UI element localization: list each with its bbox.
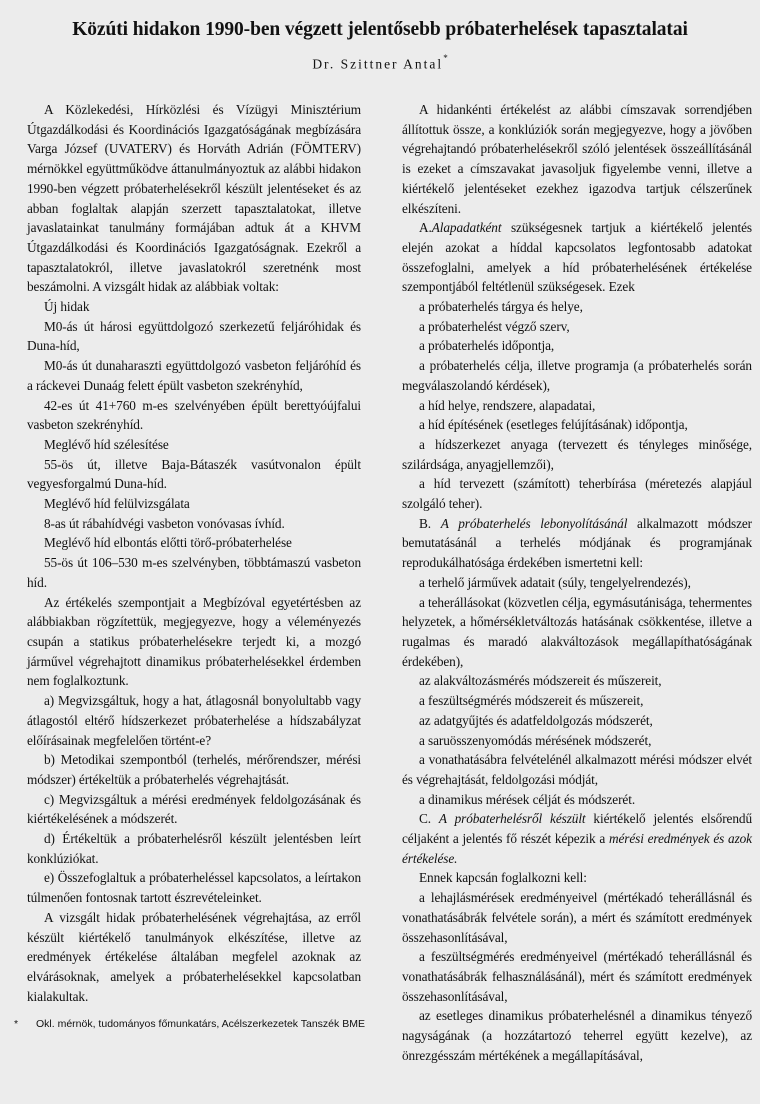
- section-b-prefix: B.: [419, 515, 441, 531]
- list-item: a próbaterhelés tárgya és helye,: [419, 299, 583, 315]
- conclusion-paragraph: A vizsgált hidak próbaterhelésének végrehajtása, az erről készült kiértékelő tanulmányok elkészítése, illetve az eredmények értékelése általában megfelel azoknak az elvárásoknak, amelyek a próbaterhelésekkel kapcsolatban kialakultak.: [27, 909, 361, 1004]
- bridge-item: 55-ös út 106–530 m-es szelvényben, többtámaszú vasbeton híd.: [27, 555, 361, 590]
- criterion-d: d) Értékeltük a próbaterhelésről készült jelentésben leírt konklúziókat.: [27, 831, 361, 866]
- criterion-e: e) Összefoglaltuk a próbaterheléssel kapcsolatos, a leírtakon túlmenően fontosnak tartott észrevételeinket.: [27, 870, 361, 906]
- list-item: a feszültségmérés eredményeivel (mértékadó teherállásnál és vonathatásábrák felhasználásánál), mért és számított eredmények összehasonlításával,: [402, 949, 752, 1004]
- footnote-text: Okl. mérnök, tudományos főmunkatárs, Acélszerkezetek Tanszék BME: [36, 1018, 365, 1030]
- section-b-paragraph: [402, 514, 752, 573]
- criterion-b: b) Metodikai szempontból (terhelés, mérőrendszer, mérési módszer) értékeltük a próbaterhelés végrehajtását.: [27, 752, 361, 787]
- list-item: a terhelő járművek adatait (súly, tengelyelrendezés),: [419, 574, 691, 590]
- section-a-prefix: A.: [419, 220, 432, 236]
- bridge-item: 55-ös út, illetve Baja-Bátaszék vasútvonalon épült vegyesforgalmú Duna-híd.: [27, 456, 361, 492]
- page-title: Közúti hidakon 1990-ben végzett jelentősebb próbaterhelések tapasztalatai: [72, 19, 688, 40]
- list-item: a híd helye, rendszere, alapadatai,: [419, 397, 596, 413]
- list-item: a próbaterhelés időpontja,: [419, 338, 555, 354]
- list-item: az esetleges dinamikus próbaterhelésnél a dinamikus tényező nagyságának (a hozzátartozó teherrel együtt kezelve), az önrezgésszám mértékének a megállapításával,: [402, 1008, 752, 1063]
- section-b-heading: A próbaterhelés lebonyolításánál: [440, 515, 628, 531]
- section-a-text: szükségesnek tartjuk a kiértékelő jelentés elején azokat a híddal kapcsolatos legfontosabb adatokat összefoglalni, amelyek a híd próbaterhelésének értékelése szempontjából feltétlenül szükségesek. Ezek: [402, 220, 752, 295]
- list-item: az adatgyűjtés és adatfeldolgozás módszerét,: [419, 712, 653, 728]
- list-item: a saruösszenyomódás mérésének módszerét,: [419, 732, 652, 748]
- section-c-paragraph: [402, 809, 752, 868]
- list-item: a próbaterhelést végző szerv,: [419, 318, 570, 334]
- section-c-emphasis: mérési eredmények és azok értékelése.: [402, 831, 752, 866]
- bridge-item: 8-as út rábahídvégi vasbeton vonóvasas ívhíd.: [44, 515, 285, 531]
- criterion-a: a) Megvizsgáltuk, hogy a hat, átlagosnál bonyolultabb vagy átlagostól eltérő hídszerkezet próbaterhelése a hídszabályzat előírásainak megfelelően történt-e?: [27, 693, 361, 748]
- section-a-paragraph: [402, 218, 752, 297]
- section-a-heading: Alapadatként: [431, 220, 502, 236]
- evaluation-paragraph: Az értékelés szempontjait a Megbízóval egyetértésben az alábbiakban rögzítettük, megjegyezve, hogy a véleményezés csupán a statikus próbaterhelésekre terjedt ki, a mozgó járművel végrehajtott dinamikus próbaterhelésekkel érdemben nem foglalkoztunk.: [27, 594, 361, 689]
- category-demolition: Meglévő híd elbontás előtti törő-próbaterhelése: [44, 535, 292, 551]
- section-c-heading: A próbaterhelésről készült: [438, 811, 586, 827]
- footnote: [14, 1017, 714, 1031]
- author-name: Dr. Szittner Antal: [312, 56, 444, 72]
- list-item: a dinamikus mérések célját és módszerét.: [419, 791, 636, 807]
- category-new-bridges: Új hidak: [44, 299, 90, 315]
- list-item: az alakváltozásmérés módszereit és műszereit,: [419, 673, 662, 689]
- list-item: a feszültségmérés módszereit és műszereit,: [419, 693, 644, 709]
- footnote-mark: *: [14, 1018, 19, 1030]
- right-column: [402, 100, 752, 1065]
- list-item: a híd tervezett (számított) teherbírása (méretezés alapjául szolgáló teher).: [402, 476, 752, 512]
- section-b-text: alkalmazott módszer bemutatásánál a terhelés módjának és programjának reprodukálhatósága érdekében ismertetni kell:: [402, 515, 753, 571]
- section-c-text: kiértékelő jelentés elsőrendű céljaként a jelentés fő részét képezik a: [402, 811, 753, 847]
- criterion-c: c) Megvizsgáltuk a mérési eredmények feldolgozásának és kiértékelésének a módszerét.: [27, 791, 361, 827]
- list-item: a lehajlásmérések eredményeivel (mértékadó teherállásnál és vonathatásábrák felvétele során), a mért és számított eredmények összehasonlításával,: [402, 890, 752, 945]
- order-paragraph: A hidankénti értékelést az alábbi címszavak sorrendjében állítottuk össze, a konklúziók során megjegyezve, hogy a jövőben végrehajtandó próbaterhelésekről szóló jelentések összeállításánál is ezeket a címszavakat javasoljuk figyelembe venni, illetve a kiértékelő jelentéseket ezekhez igazodva tartjuk célszerűnek elkészíteni.: [402, 102, 752, 216]
- category-review: Meglévő híd felülvizsgálata: [44, 496, 190, 512]
- list-item: a hídszerkezet anyaga (tervezett és tényleges minősége, szilárdsága, anyagjellemzői),: [402, 436, 752, 472]
- bridge-item: 42-es út 41+760 m-es szelvényében épült berettyóújfalui vasbeton szekrényhíd.: [27, 397, 361, 433]
- left-column: [27, 100, 361, 1006]
- bridge-item: M0-ás út hárosi együttdolgozó szerkezetű feljáróhidak és Duna-híd,: [27, 318, 361, 354]
- list-item: a híd építésének (esetleges felújításának) időpontja,: [419, 417, 688, 433]
- list-item: a próbaterhelés célja, illetve programja (a próbaterhelés során megválaszolandó kérdések),: [402, 358, 752, 393]
- section-c-prefix: C.: [419, 811, 439, 827]
- list-item: a teherállásokat (közvetlen célja, egymásutánisága, tehermentes helyzetek, a hőmérsékletváltozás hatásának csökkentése, illetve a rugalmas és maradó alakváltozások megállapíthatóságának érdekében),: [402, 594, 752, 669]
- section-c-need: Ennek kapcsán foglalkozni kell:: [419, 870, 587, 886]
- author-footnote-mark: *: [443, 53, 448, 63]
- bridge-item: M0-ás út dunaharaszti együttdolgozó vasbeton feljáróhíd és a ráckevei Dunaág felett épült vasbeton szekrényhíd,: [27, 358, 361, 393]
- list-item: a vonathatásábra felvételénél alkalmazott mérési módszer elvét és végrehajtását, feldolgozási módját,: [402, 752, 752, 787]
- author-line: [0, 51, 760, 74]
- intro-paragraph: A Közlekedési, Hírközlési és Vízügyi Minisztérium Útgazdálkodási és Koordinációs Igazgatóságának megbízására Varga József (UVATERV) és Horváth Adrián (FÖMTERV) mérnökkel együttműködve áttanulmányoztuk az alábbi hidakon 1990-ben végzett próbaterhelésekről készült jelentéseket és az abban foglaltak alapján szerzett tapasztalatokat, illetve javaslatainkat tanulmány formájában adtuk át a KHVM Útgazdálkodási és Koordinációs Igazgatóságnak. Ezekről a tapasztalatokról, illetve javaslatokról szeretnénk most beszámolni. A vizsgált hidak az alábbiak voltak:: [27, 102, 361, 295]
- category-widening: Meglévő híd szélesítése: [44, 436, 169, 452]
